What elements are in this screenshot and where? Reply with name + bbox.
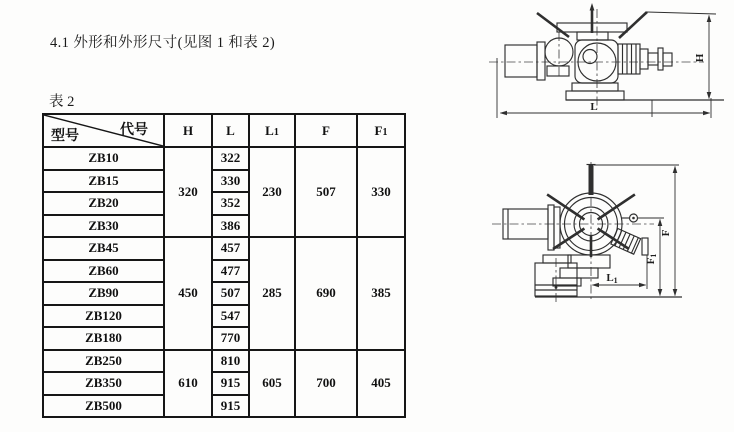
f-value-cell: 690	[295, 237, 357, 350]
l-value-cell: 386	[212, 215, 249, 238]
code-header-label: 代号	[120, 123, 148, 138]
column-header-l: L	[212, 114, 249, 147]
l1-value-cell: 285	[249, 237, 295, 350]
handwheel-grip	[619, 12, 647, 38]
table-row	[43, 147, 405, 170]
model-cell: ZB20	[43, 192, 164, 215]
actuator-side-outline	[492, 162, 682, 302]
model-cell: ZB180	[43, 327, 164, 350]
table-row	[43, 237, 405, 260]
f1-value-cell: 385	[357, 237, 405, 350]
f-value-cell: 507	[295, 147, 357, 237]
l1-value-cell: 230	[249, 147, 295, 237]
l-value-cell: 547	[212, 305, 249, 328]
dim-label-l1: L1	[606, 272, 618, 285]
dimension-lines	[497, 12, 716, 118]
model-cell: ZB10	[43, 147, 164, 170]
l-value-cell: 915	[212, 395, 249, 418]
model-cell: ZB30	[43, 215, 164, 238]
actuator-front-outline	[489, 3, 724, 106]
dim-label-f: F	[660, 229, 672, 237]
f-value-cell: 700	[295, 350, 357, 418]
l-value-cell: 507	[212, 282, 249, 305]
gearbox	[568, 255, 610, 268]
f1-value-cell: 405	[357, 350, 405, 418]
model-cell: ZB120	[43, 305, 164, 328]
l-value-cell: 770	[212, 327, 249, 350]
f1-value-cell: 330	[357, 147, 405, 237]
output-coupling	[618, 44, 640, 74]
h-value-cell: 320	[164, 147, 212, 237]
model-cell: ZB60	[43, 260, 164, 283]
l-value-cell: 810	[212, 350, 249, 373]
table-caption: 表 2	[49, 94, 75, 110]
model-header-label: 型号	[51, 129, 79, 144]
dim-label-f1: F1	[645, 253, 658, 265]
l-value-cell: 457	[212, 237, 249, 260]
l-value-cell: 330	[212, 170, 249, 193]
figure-front-view-drawing	[486, 0, 734, 126]
model-cell: ZB15	[43, 170, 164, 193]
model-cell: ZB500	[43, 395, 164, 418]
l-value-cell: 352	[212, 192, 249, 215]
h-value-cell: 450	[164, 237, 212, 350]
stem	[589, 164, 594, 195]
model-cell: ZB350	[43, 372, 164, 395]
h-value-cell: 610	[164, 350, 212, 418]
handwheel-grip	[537, 13, 569, 37]
dim-label-l: L	[590, 101, 598, 113]
column-header-f: F	[295, 114, 357, 147]
model-cell: ZB250	[43, 350, 164, 373]
dimensions-table	[42, 113, 406, 418]
column-header-h: H	[164, 114, 212, 147]
column-header-f1: F1	[357, 114, 405, 147]
column-header-l1: L1	[249, 114, 295, 147]
table-header-row	[43, 114, 405, 147]
model-cell: ZB45	[43, 237, 164, 260]
l-value-cell: 477	[212, 260, 249, 283]
dimension-lines	[593, 165, 680, 296]
l-value-cell: 322	[212, 147, 249, 170]
figure-side-view-drawing	[486, 158, 734, 308]
model-cell: ZB90	[43, 282, 164, 305]
l1-value-cell: 605	[249, 350, 295, 418]
l-value-cell: 915	[212, 372, 249, 395]
dim-label-h: H	[694, 53, 706, 63]
base-flange	[572, 83, 618, 91]
section-heading: 4.1 外形和外形尺寸(见图 1 和表 2)	[50, 35, 276, 51]
diagonal-header-cell	[43, 114, 164, 147]
table-row	[43, 350, 405, 373]
